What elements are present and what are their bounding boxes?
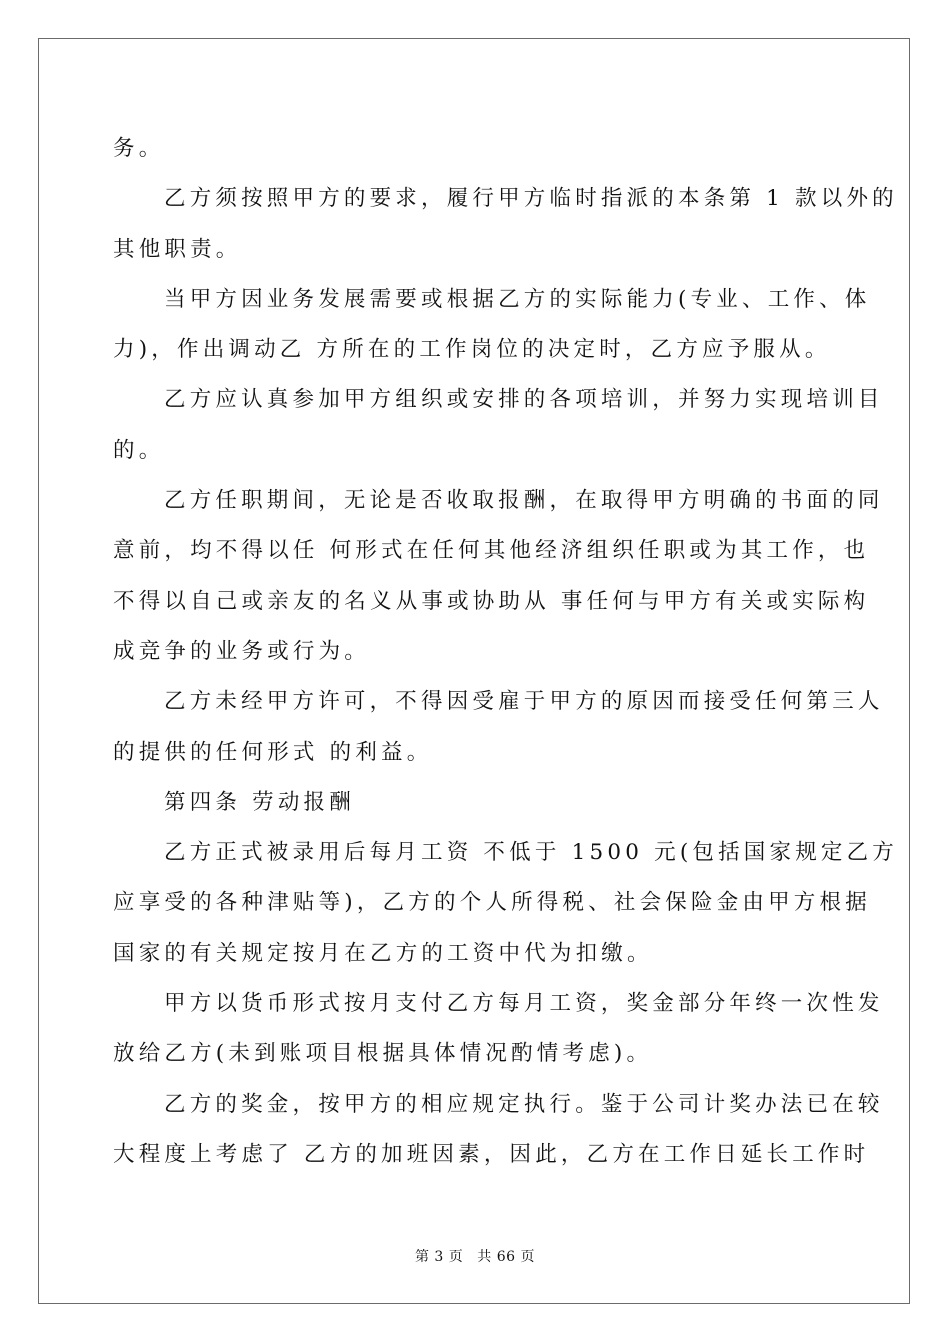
text-line: 放给乙方(未到账项目根据具体情况酌情考虑)。 xyxy=(113,1041,653,1067)
text-line: 意前，均不得以任 何形式在任何其他经济组织任职或为其工作，也 xyxy=(113,538,870,564)
page-footer xyxy=(0,1246,950,1266)
document-body xyxy=(113,124,899,1180)
text-line: 成竞争的业务或行为。 xyxy=(113,638,371,664)
text-line: 其他职责。 xyxy=(113,236,242,262)
text-line: 大程度上考虑了 乙方的加班因素，因此，乙方在工作日延长工作时 xyxy=(113,1141,870,1167)
text-line: 乙方应认真参加甲方组织或安排的各项培训，并努力实现培训目 xyxy=(164,387,884,413)
text-line: 应享受的各种津贴等)，乙方的个人所得税、社会保险金由甲方根据 xyxy=(113,890,871,916)
text-line: 当甲方因业务发展需要或根据乙方的实际能力(专业、工作、体 xyxy=(164,286,871,312)
text-line: 力)，作出调动乙 方所在的工作岗位的决定时，乙方应予服从。 xyxy=(113,337,831,363)
text-line: 的提供的任何形式 的利益。 xyxy=(113,739,433,765)
text-line: 不得以自己或亲友的名义从事或协助从 事任何与甲方有关或实际构 xyxy=(113,588,870,614)
text-line: 甲方以货币形式按月支付乙方每月工资，奖金部分年终一次性发 xyxy=(164,991,884,1017)
page-total: 共 66 页 xyxy=(477,1249,536,1265)
page-number: 第 3 页 xyxy=(414,1249,464,1265)
text-line: 乙方须按照甲方的要求，履行甲方临时指派的本条第 1 款以外的 xyxy=(164,186,898,212)
text-line: 的。 xyxy=(113,437,165,463)
text-line: 务。 xyxy=(113,136,165,161)
text-line: 第四条 劳动报酬 xyxy=(164,789,355,815)
text-line: 国家的有关规定按月在乙方的工资中代为扣缴。 xyxy=(113,940,653,966)
text-line: 乙方的奖金，按甲方的相应规定执行。鉴于公司计奖办法已在较 xyxy=(164,1091,884,1117)
text-line: 乙方任职期间，无论是否收取报酬，在取得甲方明确的书面的同 xyxy=(164,488,884,514)
text-line: 乙方未经甲方许可，不得因受雇于甲方的原因而接受任何第三人 xyxy=(164,689,884,715)
text-line: 乙方正式被录用后每月工资 不低于 1500 元(包括国家规定乙方 xyxy=(164,840,899,866)
